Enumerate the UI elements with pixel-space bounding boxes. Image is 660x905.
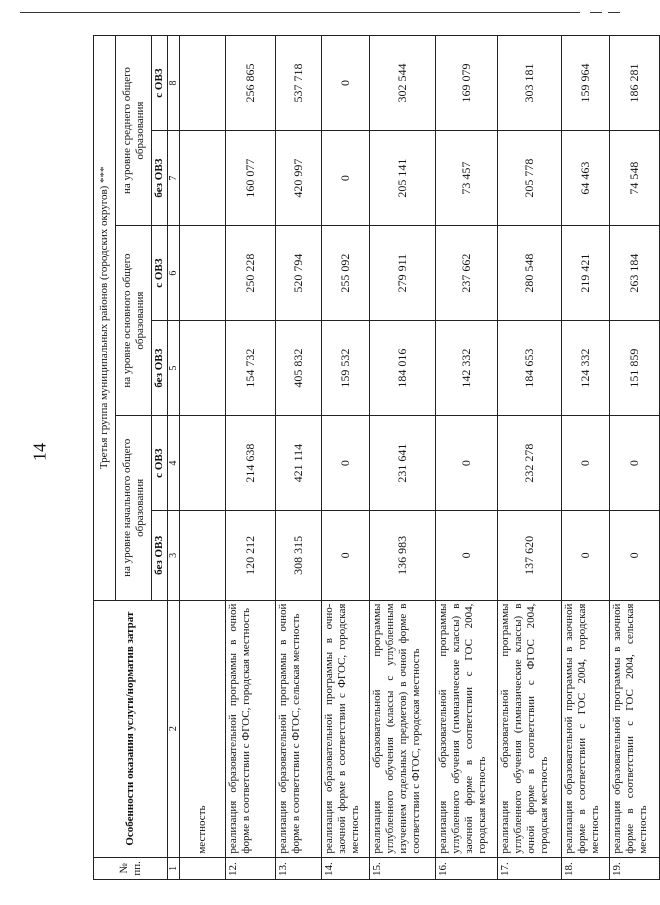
row-number: 13. <box>276 857 322 879</box>
table-row <box>610 36 660 880</box>
row-value: 184 016 <box>370 321 436 416</box>
row-value: 0 <box>322 131 370 226</box>
column-number: 3 <box>168 511 180 600</box>
row-value: 184 653 <box>498 321 562 416</box>
header-without-ovz: без ОВЗ <box>152 321 168 416</box>
row-description: реализация образовательной программы углубленного обучения (гимназические классы) в заочной форме в соответствии с ГОС 2004, городская местность <box>436 600 498 857</box>
row-value: 0 <box>562 511 610 600</box>
row-value: 186 281 <box>610 36 660 131</box>
header-group: Третья группа муниципальных районов (городских округов) *** <box>94 36 116 601</box>
row-value: 73 457 <box>436 131 498 226</box>
row-value: 137 620 <box>498 511 562 600</box>
row-value: 0 <box>322 511 370 600</box>
row-number: 16. <box>436 857 498 879</box>
column-number: 6 <box>168 226 180 321</box>
row-value: 303 181 <box>498 36 562 131</box>
row-value: 537 718 <box>276 36 322 131</box>
row-description: реализация образовательной программы углубленного обучения (гимназические классы) в очной форме в соответствии с ФГОС 2004, городская местность <box>498 600 562 857</box>
row-value: 142 332 <box>436 321 498 416</box>
row-value: 405 832 <box>276 321 322 416</box>
row-number: 19. <box>610 857 660 879</box>
row-number: 12. <box>226 857 276 879</box>
continuation-text: местность <box>180 600 226 857</box>
header-level-secondary: на уровне среднего общего образования <box>116 36 152 226</box>
row-value: 237 662 <box>436 226 498 321</box>
table-row <box>562 36 610 880</box>
table-row <box>436 36 498 880</box>
table-row <box>498 36 562 880</box>
row-value: 205 141 <box>370 131 436 226</box>
column-number: 1 <box>168 857 180 879</box>
row-description: реализация образовательной программы в заочной форме в соответствии с ГОС 2004, городская местность <box>562 600 610 857</box>
header-without-ovz: без ОВЗ <box>152 131 168 226</box>
row-value: 0 <box>322 36 370 131</box>
row-value: 0 <box>436 416 498 511</box>
row-value: 0 <box>610 511 660 600</box>
row-value: 308 315 <box>276 511 322 600</box>
header-col-desc: Особенности оказания услуги/норматив затрат <box>94 600 168 857</box>
top-dash <box>608 12 620 13</box>
row-value: 520 794 <box>276 226 322 321</box>
row-value: 255 092 <box>322 226 370 321</box>
row-description: реализация образовательной программы в очной форме в соответствии с ФГОС, городская местность <box>226 600 276 857</box>
row-value: 421 114 <box>276 416 322 511</box>
row-value: 420 997 <box>276 131 322 226</box>
header-col-num: № пп. <box>94 857 168 879</box>
header-with-ovz: с ОВЗ <box>152 226 168 321</box>
row-number: 17. <box>498 857 562 879</box>
row-value: 219 421 <box>562 226 610 321</box>
column-number: 5 <box>168 321 180 416</box>
continuation-num <box>180 857 226 879</box>
header-level-basic: на уровне основного общего образования <box>116 226 152 416</box>
header-row-group <box>94 36 116 880</box>
row-number: 14. <box>322 857 370 879</box>
table-row <box>322 36 370 880</box>
header-without-ovz: без ОВЗ <box>152 511 168 600</box>
header-with-ovz: с ОВЗ <box>152 416 168 511</box>
row-value: 0 <box>322 416 370 511</box>
table-row <box>276 36 322 880</box>
row-value: 205 778 <box>498 131 562 226</box>
data-rows <box>226 36 660 880</box>
row-value: 64 463 <box>562 131 610 226</box>
row-value: 136 983 <box>370 511 436 600</box>
row-value: 231 641 <box>370 416 436 511</box>
continuation-row <box>180 36 226 880</box>
row-value: 0 <box>436 511 498 600</box>
column-number: 2 <box>168 600 180 857</box>
row-value: 74 548 <box>610 131 660 226</box>
row-description: реализация образовательной программы в заочной форме в соответствии с ГОС 2004, сельская местность <box>610 600 660 857</box>
row-description: реализация образовательной программы в очно-заочной форме в соответствии с ФГОС, городская местность <box>322 600 370 857</box>
row-value: 302 544 <box>370 36 436 131</box>
header-with-ovz: с ОВЗ <box>152 36 168 131</box>
page-number: 14 <box>29 443 50 461</box>
column-number: 7 <box>168 131 180 226</box>
row-value: 232 278 <box>498 416 562 511</box>
row-value: 0 <box>610 416 660 511</box>
table-row <box>226 36 276 880</box>
row-value: 279 911 <box>370 226 436 321</box>
table-row <box>370 36 436 880</box>
row-value: 120 212 <box>226 511 276 600</box>
row-value: 214 638 <box>226 416 276 511</box>
column-number: 8 <box>168 36 180 131</box>
row-value: 263 184 <box>610 226 660 321</box>
column-number: 4 <box>168 416 180 511</box>
row-value: 250 228 <box>226 226 276 321</box>
row-value: 154 732 <box>226 321 276 416</box>
row-number: 18. <box>562 857 610 879</box>
top-rule <box>20 12 580 13</box>
row-value: 0 <box>562 416 610 511</box>
top-dash <box>590 12 602 13</box>
row-value: 151 859 <box>610 321 660 416</box>
row-value: 159 532 <box>322 321 370 416</box>
header-level-primary: на уровне начального общего образования <box>116 416 152 600</box>
row-description: реализация образовательной программы в очной форме в соответствии с ФГОС, сельская местность <box>276 600 322 857</box>
row-description: реализация образовательной программы углубленного обучения (классы с углубленным изучением отдельных предметов) в очной форме в соответствии с ФГОС, городская местность <box>370 600 436 857</box>
rotated-table-wrapper <box>93 35 649 880</box>
row-value: 169 079 <box>436 36 498 131</box>
row-value: 280 548 <box>498 226 562 321</box>
row-number: 15. <box>370 857 436 879</box>
column-numbers-row <box>168 36 180 880</box>
row-value: 256 865 <box>226 36 276 131</box>
row-value: 159 964 <box>562 36 610 131</box>
row-value: 124 332 <box>562 321 610 416</box>
cost-norms-table <box>93 35 660 880</box>
row-value: 160 077 <box>226 131 276 226</box>
